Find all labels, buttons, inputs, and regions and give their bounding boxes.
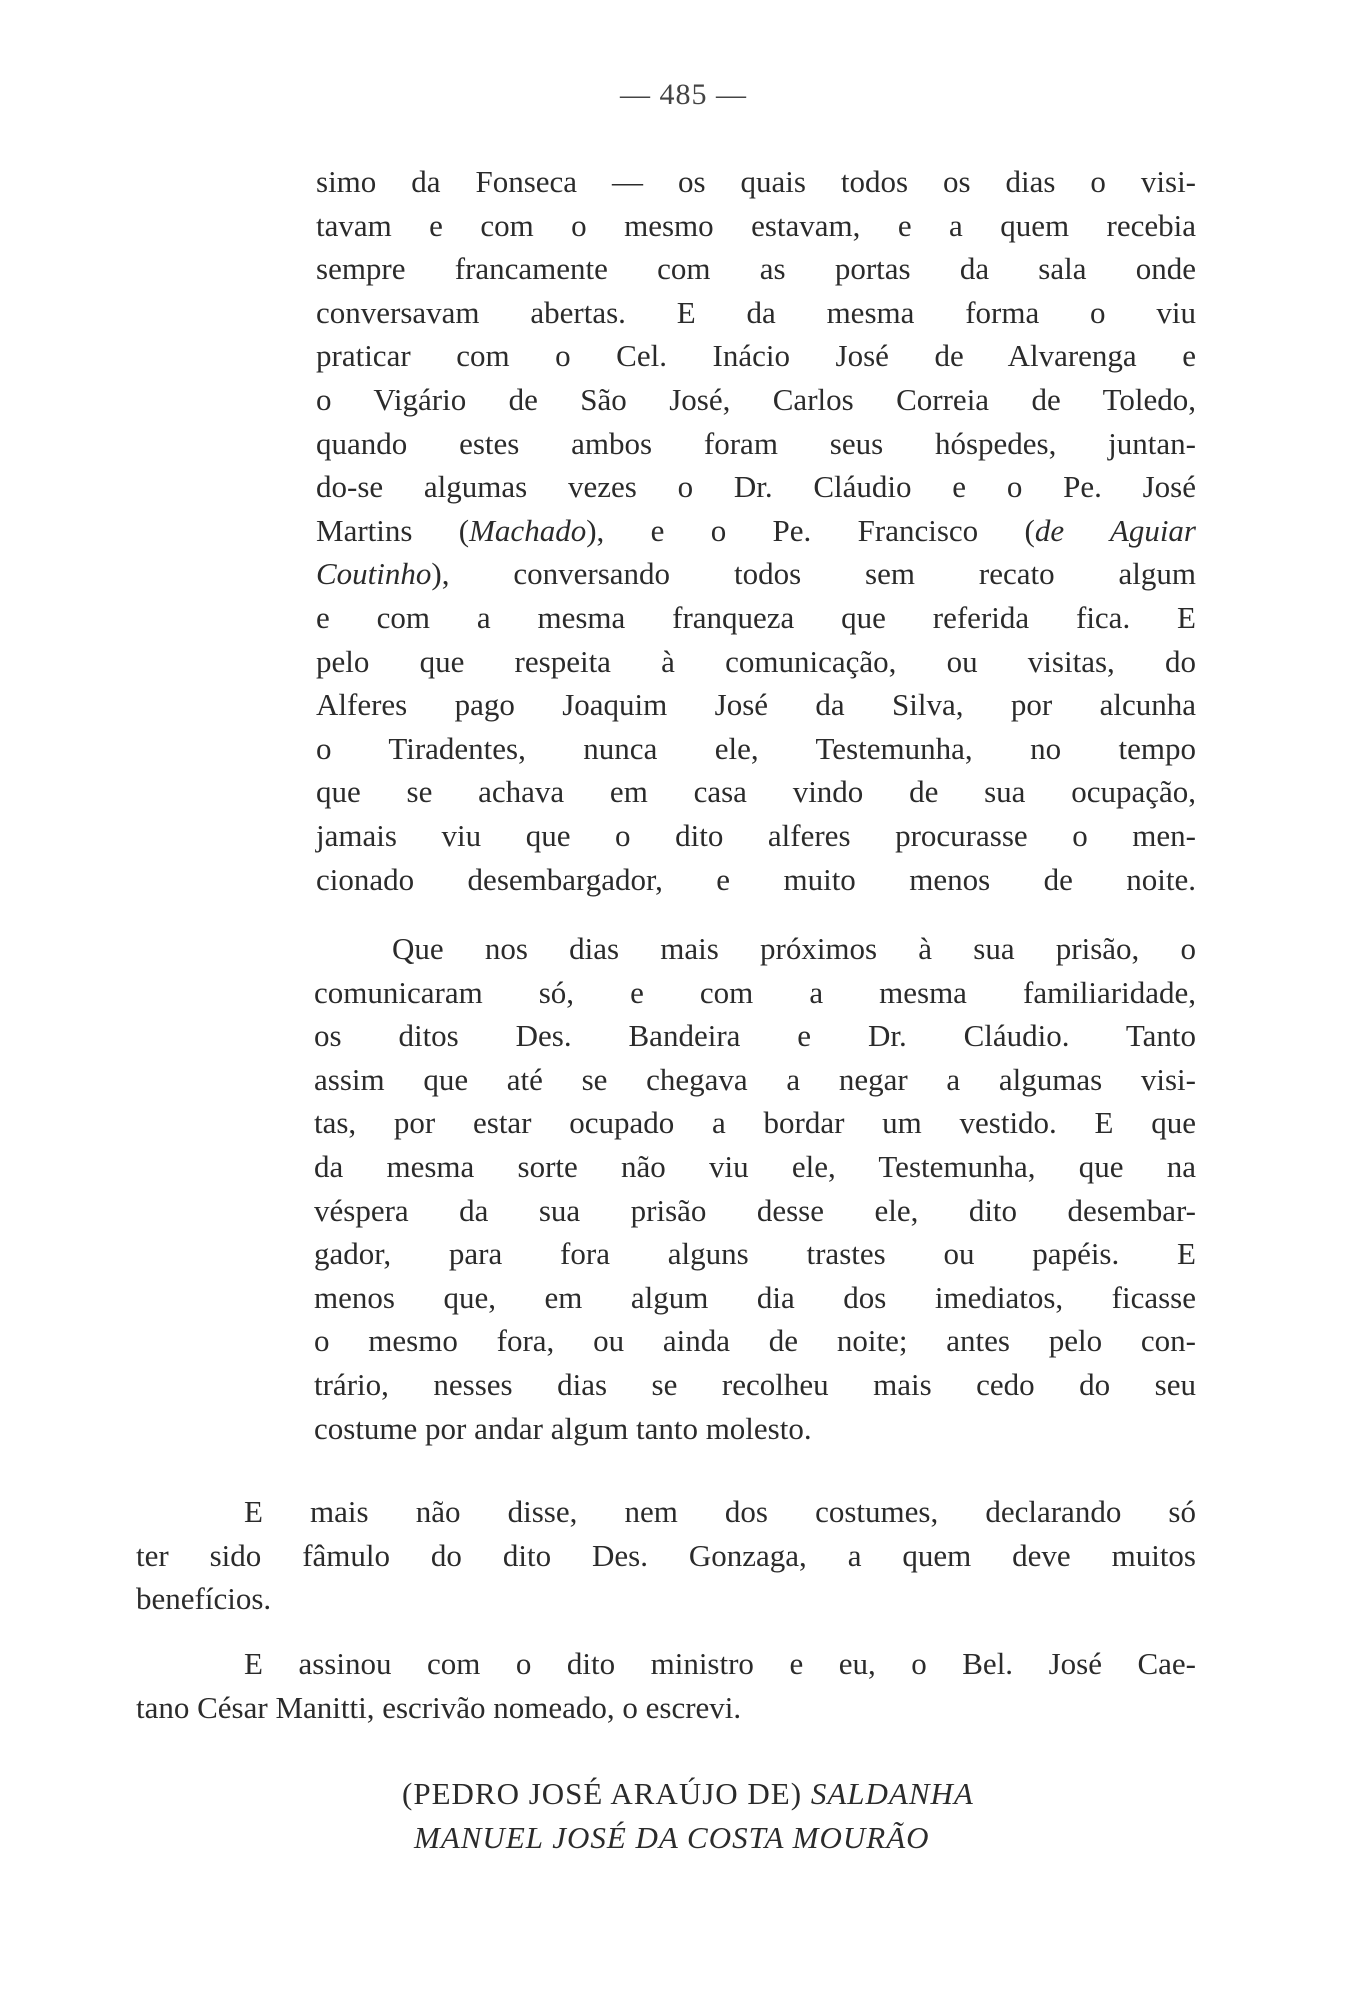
text-line: tavam e com o mesmo estavam, e a quem recebia xyxy=(316,207,1196,243)
testimony-paragraph-1 xyxy=(316,160,1196,901)
text-segment: ), e o Pe. Francisco ( xyxy=(586,512,1035,548)
text-line: gador, para fora alguns trastes ou papéis. E xyxy=(314,1236,1196,1272)
page-number: — 485 — xyxy=(620,78,747,111)
text-line: menos que, em algum dia dos imediatos, ficasse xyxy=(314,1279,1196,1315)
text-line: quando estes ambos foram seus hóspedes, juntan- xyxy=(316,425,1196,461)
text-line: Que nos dias mais próximos à sua prisão, o xyxy=(392,931,1196,966)
text-line: véspera da sua prisão desse ele, dito desembar- xyxy=(314,1192,1196,1228)
text-line: comunicaram só, e com a mesma familiaridade, xyxy=(314,974,1196,1010)
text-line: o mesmo fora, ou ainda de noite; antes pelo con- xyxy=(314,1323,1196,1359)
closing-paragraph-1 xyxy=(136,1490,1196,1621)
text-line: os ditos Des. Bandeira e Dr. Cláudio. Tanto xyxy=(314,1018,1196,1054)
text-line: conversavam abertas. E da mesma forma o viu xyxy=(316,294,1196,330)
text-line-mixed xyxy=(316,509,1196,553)
signature-italic: SALDANHA xyxy=(810,1776,974,1811)
text-line: tas, por estar ocupado a bordar um vestido. E que xyxy=(314,1105,1196,1141)
text-line: o Tiradentes, nunca ele, Testemunha, no tempo xyxy=(316,730,1196,766)
text-line: sempre francamente com as portas da sala onde xyxy=(316,251,1196,287)
text-segment: ), conversando todos sem recato algum xyxy=(431,556,1196,592)
text-line: praticar com o Cel. Inácio José de Alvarenga e xyxy=(316,338,1196,374)
text-line: ter sido fâmulo do dito Des. Gonzaga, a quem deve muitos xyxy=(136,1537,1196,1573)
text-line: pelo que respeita à comunicação, ou visitas, do xyxy=(316,643,1196,679)
text-line: E assinou com o dito ministro e eu, o Bel. José Cae- xyxy=(244,1646,1196,1681)
signature-roman: (PEDRO JOSÉ ARAÚJO DE) xyxy=(402,1776,803,1811)
text-line: E mais não disse, nem dos costumes, declarando só xyxy=(244,1494,1196,1529)
italic-name: Machado xyxy=(469,512,587,548)
text-line: Alferes pago Joaquim José da Silva, por alcunha xyxy=(316,687,1196,723)
text-line: do-se algumas vezes o Dr. Cláudio e o Pe. José xyxy=(316,469,1196,505)
text-line: o Vigário de São José, Carlos Correia de Toledo, xyxy=(316,381,1196,417)
text-line: tano César Manitti, escrivão nomeado, o escrevi. xyxy=(136,1689,742,1725)
closing-paragraph-2 xyxy=(136,1642,1196,1729)
italic-name: Coutinho xyxy=(316,556,432,592)
text-line: da mesma sorte não viu ele, Testemunha, que na xyxy=(314,1148,1196,1184)
text-line: que se achava em casa vindo de sua ocupação, xyxy=(316,774,1196,810)
text-line: jamais viu que o dito alferes procurasse o men- xyxy=(316,817,1196,853)
signature-italic: MANUEL JOSÉ DA COSTA MOURÃO xyxy=(414,1820,930,1855)
signature-line-1 xyxy=(402,1776,974,1812)
text-line: assim que até se chegava a negar a algumas visi- xyxy=(314,1061,1196,1097)
text-line-mixed xyxy=(316,552,1196,596)
text-line: simo da Fonseca — os quais todos os dias o visi- xyxy=(316,164,1196,199)
text-line: trário, nesses dias se recolheu mais cedo do seu xyxy=(314,1366,1196,1402)
italic-name: de Aguiar xyxy=(1034,512,1196,548)
signature-line-2 xyxy=(414,1820,930,1856)
text-segment: Martins ( xyxy=(316,512,470,548)
text-line: e com a mesma franqueza que referida fica. E xyxy=(316,599,1196,635)
testimony-paragraph-2 xyxy=(314,927,1196,1450)
text-line: benefícios. xyxy=(136,1581,272,1617)
text-line: cionado desembargador, e muito menos de noite. xyxy=(316,861,1196,897)
text-line: costume por andar algum tanto molesto. xyxy=(314,1410,812,1446)
